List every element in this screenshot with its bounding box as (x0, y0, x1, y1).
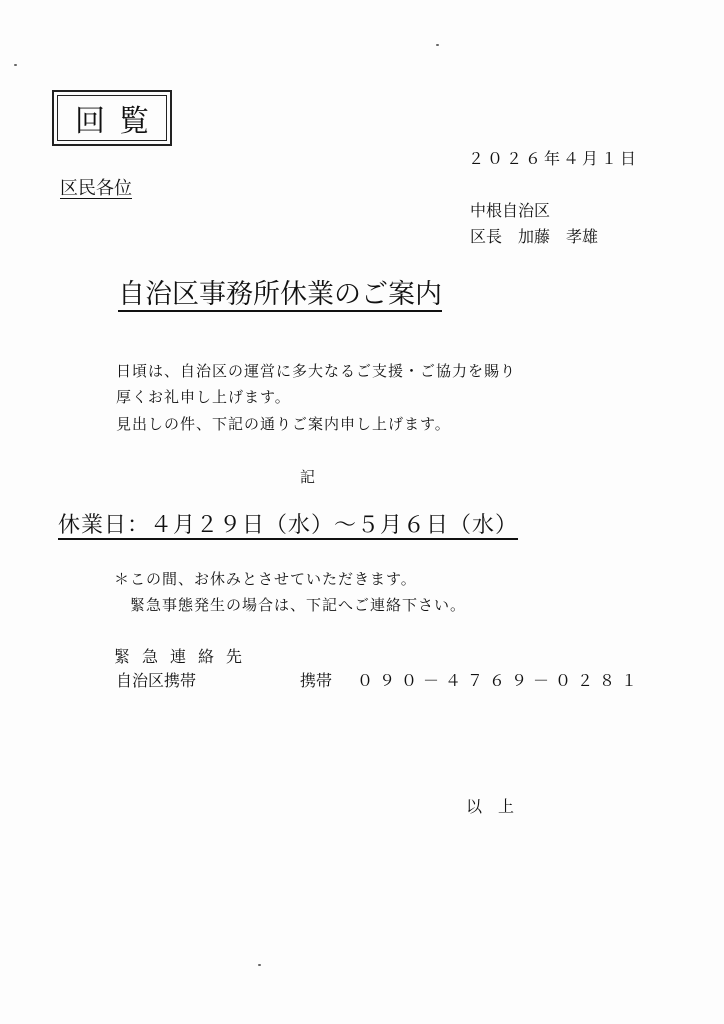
scan-speck (14, 64, 17, 66)
scan-speck (436, 44, 439, 46)
emergency-contact-phone: ０９０－４７６９－０２８１ (357, 671, 644, 690)
emergency-contact-heading: 緊急連絡先 (114, 647, 255, 666)
note-line-1: ＊この間、お休みとさせていただきます。 (114, 570, 417, 588)
ki-label: 記 (300, 468, 316, 486)
circulation-label: 回覧 (57, 95, 167, 141)
closing-mark: 以上 (466, 797, 531, 816)
note-line-2: 緊急事態発生の場合は、下記へご連絡下さい。 (130, 596, 467, 614)
closure-dates: 休業日：４月２９日（水）～５月６日（水） (58, 513, 519, 538)
body-line-3: 見出しの件、下記の通りご案内申し上げます。 (116, 415, 451, 433)
sender-name: 区長 加藤 孝雄 (470, 227, 599, 246)
body-line-2: 厚くお礼申し上げます。 (116, 388, 291, 406)
sender-organization: 中根自治区 (470, 201, 551, 220)
emergency-contact-name: 自治区携帯 (116, 671, 197, 690)
scan-speck (258, 964, 261, 966)
addressee: 区民各位 (60, 178, 132, 199)
body-line-1: 日頃は、自治区の運営に多大なるご支援・ご協力を賜り (116, 362, 517, 380)
document-title: 自治区事務所休業のご案内 (118, 279, 442, 310)
document-date: ２０２６年４月１日 (468, 149, 640, 168)
circulation-stamp-box (52, 90, 172, 146)
emergency-contact-kind: 携帯 (300, 671, 333, 690)
